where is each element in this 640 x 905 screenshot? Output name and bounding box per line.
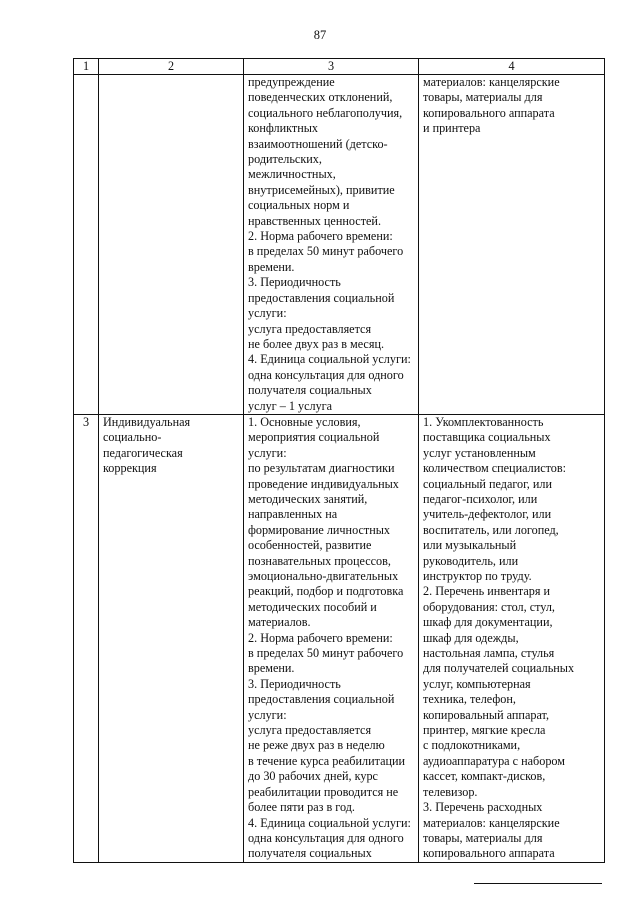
cell-text-line: по результатам диагностики	[248, 461, 395, 476]
cell-text-line: получателя социальных	[248, 846, 372, 861]
cell-text-line: Индивидуальная	[103, 414, 191, 429]
row-number-cell: 3	[74, 414, 99, 862]
cell-text-line: настольная лампа, стулья	[423, 646, 555, 661]
cell-text-line: времени.	[248, 661, 295, 676]
service-conditions-cell	[244, 75, 419, 415]
cell-text-line: особенностей, развитие	[248, 538, 372, 553]
cell-text-line: мероприятия социальной	[248, 430, 380, 445]
cell-text-line: копировального аппарата	[423, 105, 555, 120]
cell-text-line: и принтера	[423, 121, 481, 136]
cell-text-line: проведение индивидуальных	[248, 476, 399, 491]
cell-text-line: времени.	[248, 259, 295, 274]
service-name-cell	[99, 414, 244, 862]
cell-text-line: 1. Основные условия,	[248, 414, 361, 429]
cell-text-line: социальный педагог, или	[423, 476, 552, 491]
cell-text-line: направленных на	[248, 507, 338, 522]
cell-text-line: учитель-дефектолог, или	[423, 507, 552, 522]
page-number: 87	[313, 28, 327, 42]
cell-text-line: или музыкальный	[423, 538, 517, 553]
cell-text-line: родительских,	[248, 152, 322, 167]
cell-text-line: 4. Единица социальной услуги:	[248, 352, 411, 367]
cell-text-line: воспитатель, или логопед,	[423, 522, 559, 537]
cell-text-line: услуги:	[248, 707, 287, 722]
table-header-row	[74, 59, 605, 75]
cell-text-line: телевизор.	[423, 784, 478, 799]
cell-text-line: поставщика социальных	[423, 430, 551, 445]
cell-text-line: 3. Периодичность	[248, 275, 341, 290]
cell-text-line: одна консультация для одного	[248, 367, 404, 382]
header-cell-2: 2	[99, 59, 244, 75]
cell-text-line: 2. Норма рабочего времени:	[248, 630, 393, 645]
cell-text-line: материалов.	[248, 615, 311, 630]
cell-text-line: с подлокотниками,	[423, 738, 521, 753]
cell-text-line: техника, телефон,	[423, 692, 516, 707]
table-row-3	[74, 414, 605, 862]
cell-text-line: услуги:	[248, 306, 287, 321]
cell-text-line: поведенческих отклонений,	[248, 90, 393, 105]
cell-text-line: социально-	[103, 430, 162, 445]
service-conditions-cell	[244, 414, 419, 862]
cell-text-line: до 30 рабочих дней, курс	[248, 769, 378, 784]
cell-text-line: копировального аппарата	[423, 846, 555, 861]
cell-text-line: методических занятий,	[248, 491, 368, 506]
service-requirements-cell	[419, 414, 605, 862]
cell-text-line: аудиоаппаратура с набором	[423, 753, 565, 768]
cell-text-line: 3. Периодичность	[248, 676, 341, 691]
cell-text-line: эмоционально-двигательных	[248, 569, 399, 583]
service-name-cell	[99, 75, 244, 415]
cell-text-line: межличностных,	[248, 167, 336, 182]
cell-text-line: предупреждение	[248, 75, 335, 89]
header-cell-1: 1	[74, 59, 99, 75]
cell-text-line: одна консультация для одного	[248, 830, 404, 845]
cell-text-line: оборудования: стол, стул,	[423, 599, 555, 614]
cell-text-line: социальных норм и	[248, 198, 350, 213]
cell-text-line: услуга предоставляется	[248, 321, 372, 336]
cell-text-line: для получателей социальных	[423, 661, 575, 676]
cell-text-line: принтер, мягкие кресла	[423, 723, 546, 738]
cell-text-line: познавательных процессов,	[248, 553, 391, 568]
cell-text-line: конфликтных	[248, 121, 319, 136]
cell-text-line: услуг установленным	[423, 445, 536, 460]
cell-text-line: инструктор по труду.	[423, 569, 532, 583]
cell-text-line: услуга предоставляется	[248, 723, 372, 738]
cell-text-line: предоставления социальной	[248, 290, 395, 305]
cell-text-line: количеством специалистов:	[423, 461, 567, 476]
cell-text-line: материалов: канцелярские	[423, 815, 560, 830]
cell-text-line: шкаф для одежды,	[423, 630, 519, 645]
cell-text-line: копировальный аппарат,	[423, 707, 550, 722]
cell-text-line: получателя социальных	[248, 383, 372, 398]
cell-text-line: не реже двух раз в неделю	[248, 738, 385, 753]
cell-text-line: социального неблагополучия,	[248, 105, 403, 120]
cell-text-line: 1. Укомплектованность	[423, 414, 544, 429]
table-row-continued	[74, 75, 605, 415]
cell-text-line: не более двух раз в месяц.	[248, 336, 385, 351]
cell-text-line: коррекция	[103, 461, 157, 476]
cell-text-line: услуг – 1 услуга	[248, 398, 333, 413]
cell-text-line: материалов: канцелярские	[423, 75, 560, 89]
cell-text-line: в пределах 50 минут рабочего	[248, 646, 404, 661]
service-requirements-cell	[419, 75, 605, 415]
cell-text-line: 3. Перечень расходных	[423, 800, 543, 815]
row-number-cell	[74, 75, 99, 415]
cell-text-line: 4. Единица социальной услуги:	[248, 815, 411, 830]
footer-rule	[474, 883, 602, 884]
cell-text-line: взаимоотношений (детско-	[248, 136, 388, 151]
cell-text-line: 2. Перечень инвентаря и	[423, 584, 551, 599]
cell-text-line: методических пособий и	[248, 599, 377, 614]
cell-text-line: реакций, подбор и подготовка	[248, 584, 404, 599]
cell-text-line: руководитель, или	[423, 553, 519, 568]
header-cell-3: 3	[244, 59, 419, 75]
cell-text-line: нравственных ценностей.	[248, 213, 381, 228]
cell-text-line: 2. Норма рабочего времени:	[248, 229, 393, 244]
cell-text-line: внутрисемейных), привитие	[248, 182, 395, 197]
cell-text-line: педагогическая	[103, 445, 183, 460]
cell-text-line: услуг, компьютерная	[423, 676, 531, 691]
cell-text-line: в пределах 50 минут рабочего	[248, 244, 404, 259]
cell-text-line: в течение курса реабилитации	[248, 753, 406, 768]
cell-text-line: предоставления социальной	[248, 692, 395, 707]
cell-text-line: более пяти раз в год.	[248, 800, 355, 815]
header-cell-4: 4	[419, 59, 605, 75]
cell-text-line: формирование личностных	[248, 522, 391, 537]
cell-text-line: шкаф для документации,	[423, 615, 553, 630]
cell-text-line: товары, материалы для	[423, 830, 543, 845]
services-table	[73, 58, 605, 863]
cell-text-line: педагог-психолог, или	[423, 491, 538, 506]
cell-text-line: услуги:	[248, 445, 287, 460]
cell-text-line: товары, материалы для	[423, 90, 543, 105]
cell-text-line: кассет, компакт-дисков,	[423, 769, 546, 784]
cell-text-line: реабилитации проводится не	[248, 784, 399, 799]
